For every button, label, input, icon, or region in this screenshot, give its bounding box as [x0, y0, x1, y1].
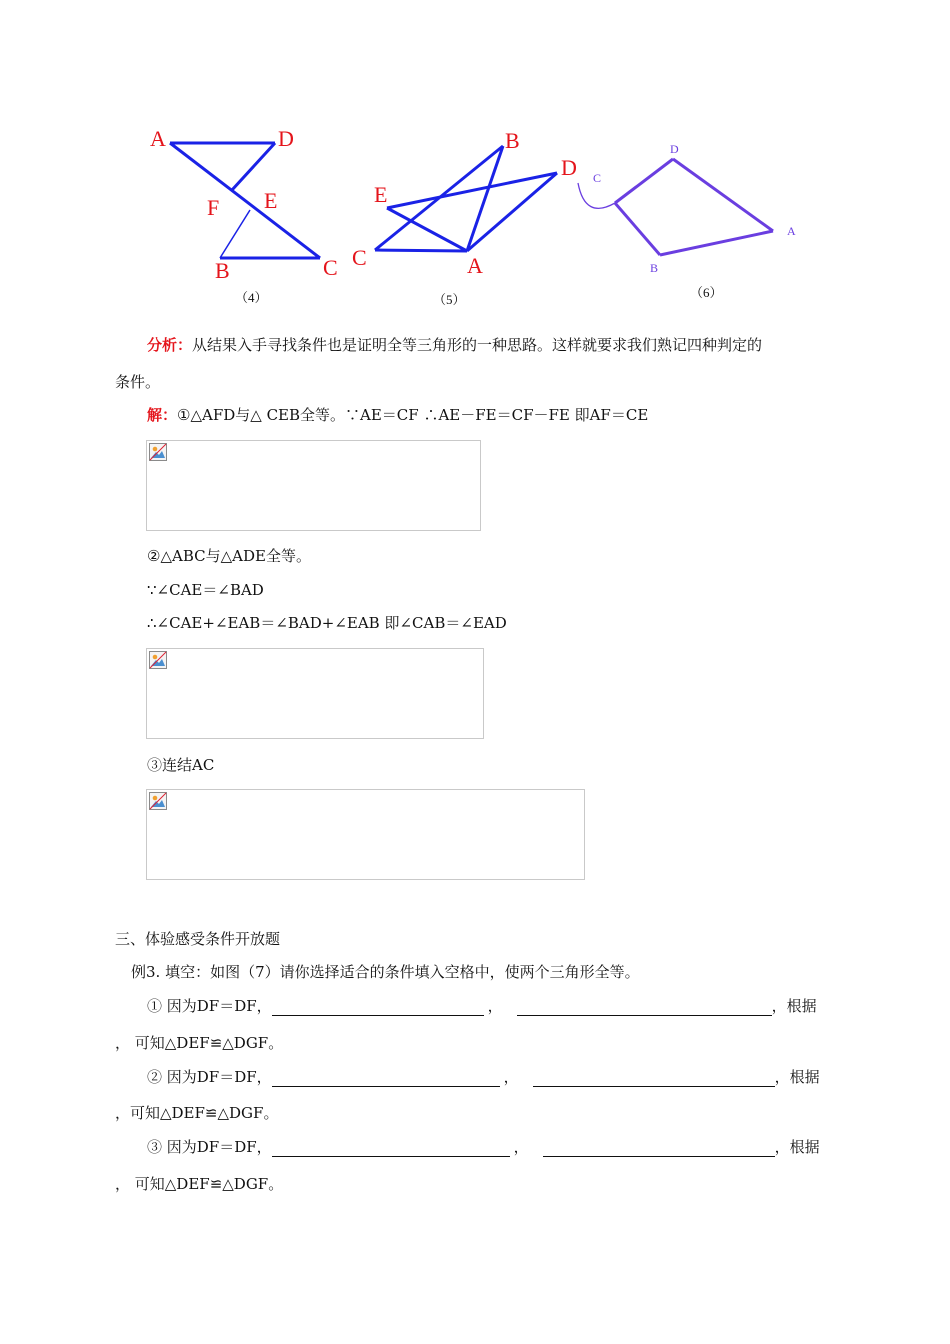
- figure-caption: （6）: [690, 285, 723, 300]
- analysis-label: 分析：: [147, 336, 193, 354]
- solution-label: 解：: [147, 406, 178, 424]
- solution-step-3: ③连结AC: [147, 756, 215, 774]
- fill-row-3: [147, 1137, 820, 1157]
- point-label: D: [278, 126, 294, 151]
- analysis-line-2: 条件。: [115, 373, 161, 391]
- row-1-prefix: ① 因为DF＝DF，: [147, 997, 272, 1015]
- missing-image-1: [146, 440, 481, 531]
- row-2-result: ，可知△DEF≌△DGF。: [115, 1104, 279, 1122]
- broken-image-icon: [149, 651, 167, 669]
- solution-step-2-therefore: ∴∠CAE+∠EAB＝∠BAD+∠EAB 即∠CAB＝∠EAD: [147, 614, 507, 632]
- blank-field[interactable]: [272, 999, 484, 1016]
- segment-be: [220, 210, 250, 258]
- row-2-comma: ，: [503, 1068, 519, 1086]
- blank-field[interactable]: [543, 1140, 775, 1157]
- missing-image-3: [146, 789, 585, 880]
- blank-field[interactable]: [533, 1070, 775, 1087]
- point-label: E: [374, 182, 388, 207]
- row-1-comma: ，: [487, 997, 503, 1015]
- point-label: B: [215, 258, 230, 283]
- segment-dc: [232, 143, 275, 190]
- figure-5: [345, 118, 585, 308]
- point-label: C: [352, 245, 367, 270]
- analysis-text: 从结果入手寻找条件也是证明全等三角形的一种思路。这样就要求我们熟记四种判定的: [192, 336, 763, 354]
- example-3-text: 例3. 填空：如图（7）请你选择适合的条件填入空格中，使两个三角形全等。: [131, 963, 640, 981]
- point-label: A: [467, 253, 483, 278]
- angle-arc: [578, 183, 615, 208]
- row-1-according: ，根据: [771, 997, 817, 1015]
- missing-image-2: [146, 648, 484, 739]
- step-1-text: ①△AFD与△ CEB全等。∵AE＝CF ∴AE－FE＝CF－FE 即AF＝CE: [177, 406, 649, 424]
- point-label: A: [787, 224, 796, 238]
- segment-da: [673, 159, 773, 231]
- segment-ab: [660, 231, 773, 255]
- row-3-comma: ，: [513, 1138, 529, 1156]
- figure-6: [565, 135, 805, 310]
- blank-field[interactable]: [272, 1140, 510, 1157]
- segment-ed: [387, 173, 557, 208]
- figure-caption: （4）: [235, 290, 268, 305]
- analysis-line-1: [147, 335, 762, 355]
- segment-ac: [170, 143, 320, 258]
- segment-bc: [615, 203, 660, 255]
- blank-field[interactable]: [272, 1070, 500, 1087]
- point-label: B: [505, 128, 520, 153]
- point-label: C: [593, 171, 602, 185]
- section-heading: 三、体验感受条件开放题: [115, 930, 281, 948]
- row-2-prefix: ② 因为DF＝DF，: [147, 1068, 272, 1086]
- figure-caption: （5）: [433, 292, 466, 307]
- blank-field[interactable]: [517, 999, 772, 1016]
- broken-image-icon: [149, 792, 167, 810]
- point-label: C: [323, 255, 338, 280]
- row-2-according: ，根据: [774, 1068, 820, 1086]
- row-1-result: ， 可知△DEF≌△DGF。: [115, 1034, 284, 1052]
- point-label: D: [670, 142, 679, 156]
- figure-4: [140, 118, 350, 308]
- row-3-prefix: ③ 因为DF＝DF，: [147, 1138, 272, 1156]
- broken-image-icon: [149, 443, 167, 461]
- solution-step-2-because: ∵∠CAE＝∠BAD: [147, 581, 264, 599]
- point-label: B: [650, 261, 659, 275]
- fill-row-1: [147, 996, 817, 1016]
- row-3-result: ， 可知△DEF≌△DGF。: [115, 1175, 284, 1193]
- point-label: E: [264, 188, 278, 213]
- segment-cd: [615, 159, 673, 203]
- point-label: A: [150, 126, 166, 151]
- point-label: D: [561, 155, 577, 180]
- solution-step-1: [147, 405, 648, 425]
- fill-row-2: [147, 1067, 820, 1087]
- segment-ca: [375, 250, 467, 251]
- point-label: F: [207, 195, 220, 220]
- solution-step-2: ②△ABC与△ADE全等。: [147, 547, 311, 565]
- row-3-according: ，根据: [774, 1138, 820, 1156]
